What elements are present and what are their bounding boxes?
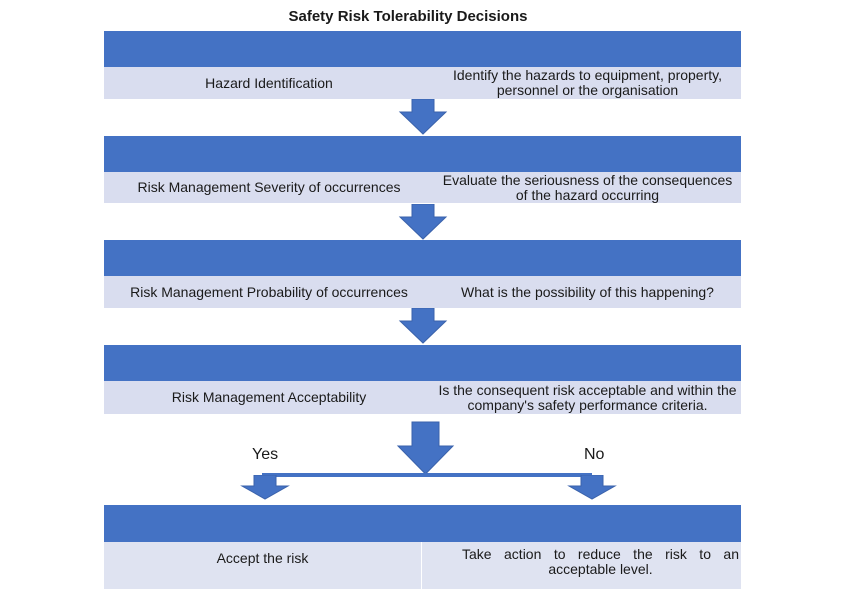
outcome-box: [104, 505, 741, 589]
step-content-row: [104, 172, 741, 203]
step-severity: [104, 136, 741, 203]
diagram-title: Safety Risk Tolerability Decisions: [288, 8, 528, 25]
step-content-row: [104, 381, 741, 414]
down-arrow-icon: [398, 308, 448, 344]
step-label: Risk Management Acceptability: [171, 389, 367, 405]
no-arrow-icon: [567, 475, 617, 500]
step-header-bar: [104, 136, 741, 172]
step-hazard-identification: [104, 31, 741, 99]
step-label: Risk Management Probability of occurrences: [130, 283, 408, 300]
accept-risk-outcome: Accept the risk: [104, 542, 422, 589]
step-header-bar: [104, 345, 741, 381]
step-header-bar: [104, 240, 741, 276]
outcome-row: [104, 542, 741, 589]
decision-arrow-icon: [396, 421, 456, 476]
step-description: Evaluate the seriousness of the consequences of the hazard occurring: [442, 171, 733, 203]
step-description: Is the consequent risk acceptable and within the company's safety performance criteria.: [438, 381, 737, 413]
reduce-risk-outcome: Take action to reduce the risk to an acceptable level.: [462, 546, 739, 577]
step-header-bar: [104, 31, 741, 67]
yes-label: Yes: [252, 446, 279, 463]
down-arrow-icon: [398, 99, 448, 135]
down-arrow-icon: [398, 204, 448, 240]
yes-arrow-icon: [240, 475, 290, 500]
step-content-row: [104, 276, 741, 308]
step-probability: [104, 240, 741, 308]
step-header-bar: [104, 505, 741, 542]
step-description: What is the possibility of this happening?: [461, 283, 714, 300]
step-label: Hazard Identification: [205, 74, 333, 91]
step-description: Identify the hazards to equipment, property, personnel or the organisation: [452, 67, 722, 98]
no-label: No: [584, 446, 605, 463]
step-label: Risk Management Severity of occurrences: [137, 179, 401, 195]
branch-line: [262, 472, 592, 478]
step-acceptability: [104, 345, 741, 414]
step-content-row: [104, 67, 741, 99]
